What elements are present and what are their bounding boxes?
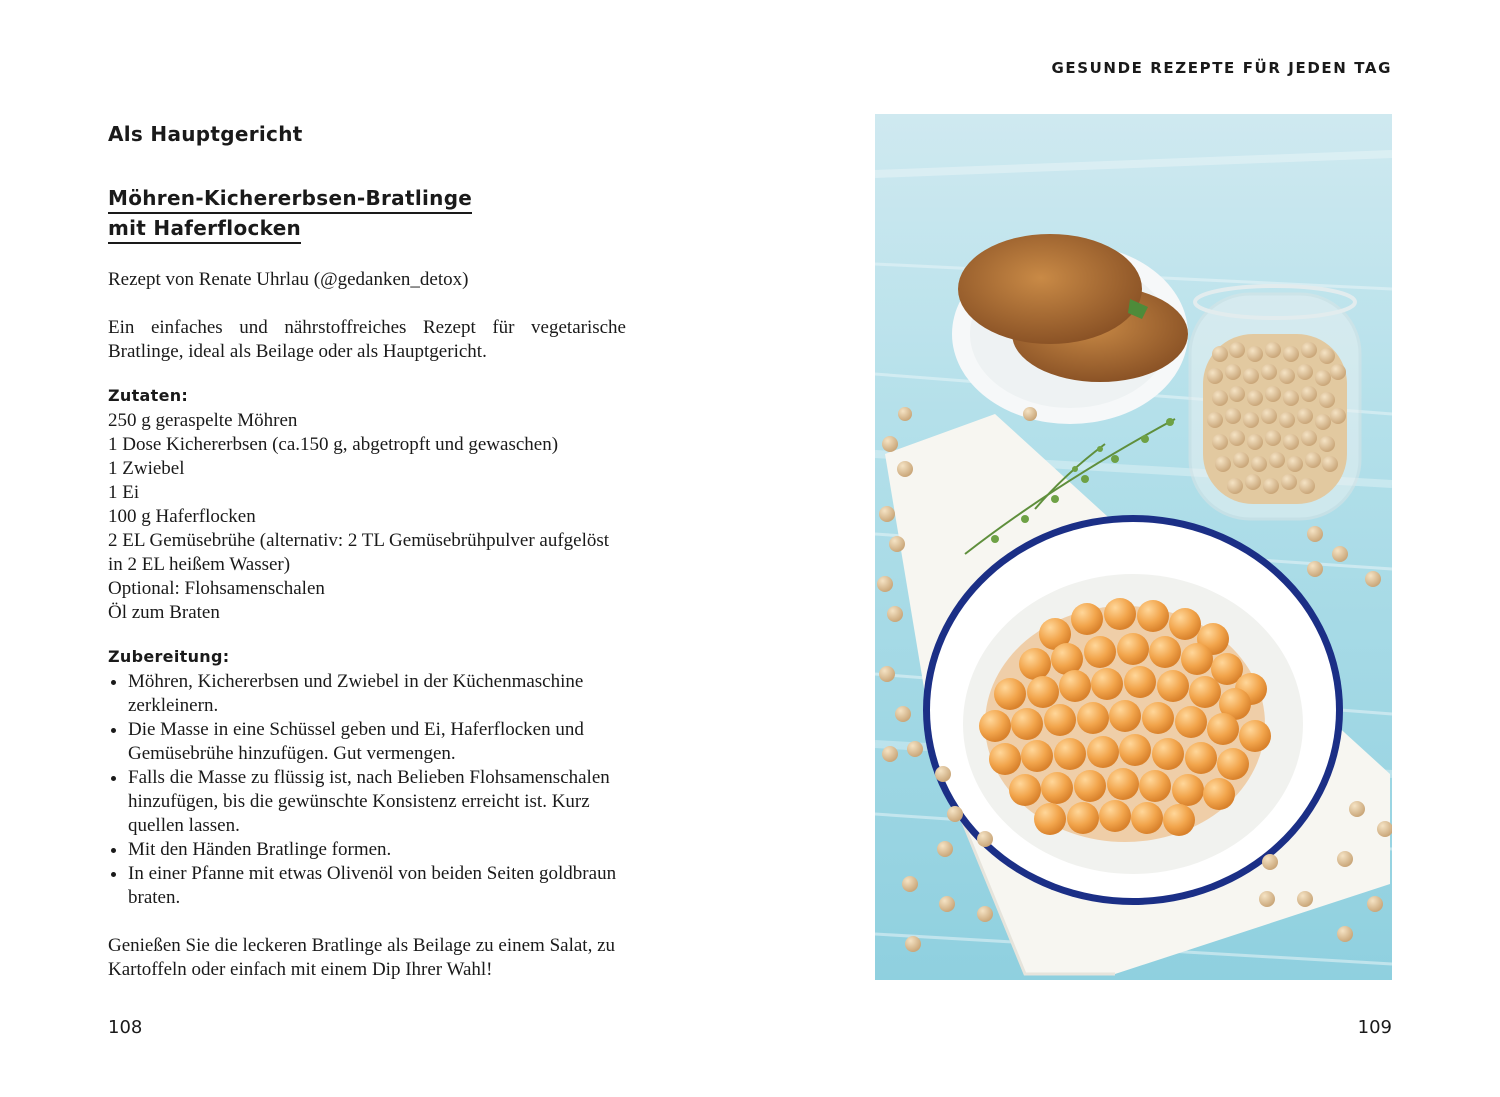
page-number-left: 108 [108,1017,143,1038]
ingredients-list [108,409,626,625]
page-number-right: 109 [1357,1017,1392,1038]
preparation-step: • Falls die Masse zu flüssig ist, nach Belieben Flohsamenschalen hinzufügen, bis die gewünschte Konsistenz erreicht ist. Kurz quellen lassen. [128,766,626,838]
recipe-title-line-1: Möhren-Kichererbsen-Bratlinge [108,184,472,214]
ingredient-item: 2 EL Gemüsebrühe (alternativ: 2 TL Gemüsebrühpulver aufgelöst in 2 EL heißem Wasser) [108,530,610,575]
preparation-heading: Zubereitung: [108,647,230,666]
section-label: Als Hauptgericht [108,122,303,146]
recipe-intro: Ein einfaches und nährstoffreiches Rezept für vegetarische Bratlinge, ideal als Beilage oder als Hauptgericht. [108,317,626,362]
running-head: GESUNDE REZEPTE FÜR JEDEN TAG [1051,59,1392,77]
ingredient-item: Optional: Flohsamenschalen [108,578,325,599]
ingredient-item: 1 Ei [108,482,140,503]
recipe-column [108,122,626,982]
preparation-step: • Mit den Händen Bratlinge formen. [128,838,626,862]
preparation-step: • Die Masse in eine Schüssel geben und Ei, Haferflocken und Gemüsebrühe hinzufügen. Gut vermengen. [128,718,626,766]
ingredient-item: 250 g geraspelte Möhren [108,410,298,431]
recipe-closing: Genießen Sie die leckeren Bratlinge als Beilage zu einem Salat, zu Kartoffeln oder einfach mit einem Dip Ihrer Wahl! [108,935,615,980]
food-photo-illustration [875,114,1392,980]
ingredient-item: Öl zum Braten [108,602,220,623]
ingredient-item: 100 g Haferflocken [108,506,256,527]
recipe-title [108,184,626,244]
ingredient-item: 1 Zwiebel [108,458,185,479]
ingredient-item: 1 Dose Kichererbsen (ca.150 g, abgetropft und gewaschen) [108,434,559,455]
recipe-author: Rezept von Renate Uhrlau (@gedanken_detox) [108,269,469,290]
food-photo [875,114,1392,980]
ingredients-heading: Zutaten: [108,386,189,405]
preparation-steps [108,670,626,910]
recipe-title-line-2: mit Haferflocken [108,214,301,244]
preparation-step: • Möhren, Kichererbsen und Zwiebel in der Küchenmaschine zerkleinern. [128,670,626,718]
preparation-step: • In einer Pfanne mit etwas Olivenöl von beiden Seiten goldbraun braten. [128,862,626,910]
